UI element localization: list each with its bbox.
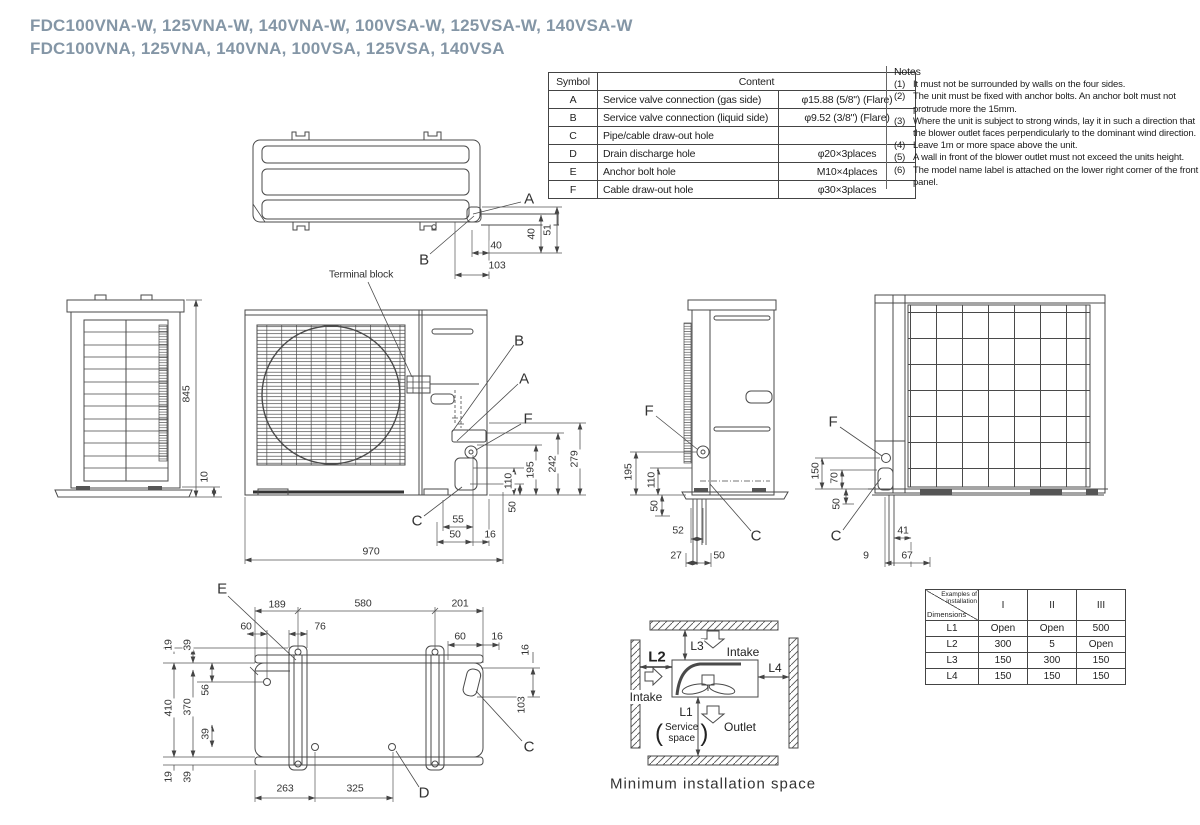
terminal-block-label: Terminal block (328, 268, 394, 281)
model-title-line2: FDC100VNA, 125VNA, 140VNA, 100VSA, 125VSA, 140VSA (30, 39, 505, 58)
dim-top-103: 103 (488, 259, 506, 272)
dim-bottom-103: 103 (515, 696, 528, 714)
ref-label-c-back: C (830, 527, 842, 545)
value-cell: Open (1028, 621, 1077, 637)
note-text: Where the unit is subject to strong winds, lay it in such a direction that the blower outlet faces perpendicularly to the dominant wind direction. (913, 115, 1196, 140)
dim-label-l4: L4 (768, 661, 782, 675)
symbol-cell: D (549, 145, 598, 163)
content-cell: Anchor bolt hole (598, 163, 779, 181)
dim-bottom-580: 580 (354, 597, 372, 610)
note-item (894, 165, 1200, 189)
dim-bottom-76: 76 (314, 620, 326, 633)
dim-bottom-370: 370 (181, 698, 194, 716)
symbol-cell: B (549, 109, 598, 127)
ref-label-a-top: A (524, 190, 534, 208)
value-cell: 300 (1028, 653, 1077, 669)
dim-back-50: 50 (830, 498, 843, 510)
installation-space-table (925, 589, 1126, 685)
bottom-view (163, 596, 540, 802)
value-cell: M10×4places (779, 163, 916, 181)
dim-top-51: 51 (541, 224, 554, 236)
intake-left-label: Intake (629, 690, 663, 704)
table-row (549, 127, 916, 145)
left-side-view (55, 295, 222, 497)
value-cell: φ9.52 (3/8") (Flare) (779, 109, 916, 127)
note-number: (4) (894, 140, 906, 152)
note-item (894, 79, 1200, 91)
note-text: It must not be surrounded by walls on the four sides. (913, 79, 1126, 91)
dim-bottom-56: 56 (199, 684, 212, 696)
dim-bottom-325: 325 (346, 782, 364, 795)
ref-label-c-bottom: C (523, 738, 535, 756)
note-text: A wall in front of the blower outlet must not exceed the units height. (913, 152, 1184, 164)
dim-top-40v: 40 (525, 228, 538, 240)
dim-side-195: 195 (622, 463, 635, 481)
symbol-cell: E (549, 163, 598, 181)
dim-back-67: 67 (901, 549, 913, 562)
ref-label-b-front: B (514, 332, 524, 350)
dim-label-l3: L3 (690, 639, 704, 653)
table-row (926, 637, 1126, 653)
note-item (894, 91, 1200, 115)
note-number: (6) (894, 164, 906, 176)
dim-bottom-189: 189 (268, 598, 286, 611)
table-row (549, 91, 916, 109)
ref-label-f-front: F (523, 410, 533, 428)
ref-label-e-bottom: E (217, 580, 227, 598)
ref-label-b-top: B (419, 251, 429, 269)
ref-label-f-side: F (644, 402, 654, 420)
dim-bottom-60b: 60 (454, 630, 466, 643)
table-row (926, 653, 1126, 669)
ref-label-c-front: C (411, 512, 423, 530)
content-cell: Pipe/cable draw-out hole (598, 127, 779, 145)
dim-side-52: 52 (672, 524, 684, 537)
col-header-3: III (1077, 590, 1126, 621)
dim-side-50: 50 (713, 549, 725, 562)
top-view (253, 132, 562, 279)
dim-left-845: 845 (180, 385, 193, 403)
row-label: L4 (926, 669, 979, 685)
value-cell: 150 (979, 653, 1028, 669)
paren-close: ) (700, 719, 709, 747)
dim-back-150: 150 (809, 462, 822, 480)
value-cell: 5 (1028, 637, 1077, 653)
content-cell: Service valve connection (liquid side) (598, 109, 779, 127)
corner-header-cell (926, 590, 979, 621)
dim-bottom-39b: 39 (199, 728, 212, 740)
value-cell: φ30×3places (779, 181, 916, 199)
note-item (894, 152, 1200, 164)
dim-side-27: 27 (670, 549, 682, 562)
service-space-line2: space (668, 733, 696, 744)
ref-label-d-bottom: D (418, 784, 430, 802)
table-row (926, 669, 1126, 685)
row-label: L1 (926, 621, 979, 637)
paren-open: ( (655, 719, 663, 747)
symbol-header: Symbol (549, 73, 598, 91)
note-text: Leave 1m or more space above the unit. (913, 140, 1078, 152)
value-cell: 500 (1077, 621, 1126, 637)
table-row (549, 145, 916, 163)
col-header-2: II (1028, 590, 1077, 621)
symbol-cell: C (549, 127, 598, 145)
table-row (926, 621, 1126, 637)
note-text: The unit must be fixed with anchor bolts. An anchor bolt must not protrude more the 15mm. (913, 91, 1176, 115)
dim-front-970: 970 (362, 545, 380, 558)
dim-bottom-201: 201 (451, 597, 469, 610)
value-cell: 150 (979, 669, 1028, 685)
model-title-line1: FDC100VNA-W, 125VNA-W, 140VNA-W, 100VSA-W, 125VSA-W, 140VSA-W (30, 16, 633, 35)
table-row (549, 163, 916, 181)
dim-bottom-60a: 60 (240, 620, 252, 633)
dim-bottom-16b: 16 (519, 644, 532, 656)
dim-bottom-39a: 39 (181, 639, 194, 651)
content-cell: Cable draw-out hole (598, 181, 779, 199)
dim-top-40h: 40 (490, 239, 502, 252)
note-number: (2) (894, 91, 906, 103)
table-row (549, 181, 916, 199)
dim-side-50v: 50 (648, 500, 661, 512)
row-label: L3 (926, 653, 979, 669)
note-item (894, 116, 1200, 140)
dim-bottom-19a: 19 (162, 639, 175, 651)
symbol-table (548, 72, 916, 199)
dim-bottom-410: 410 (162, 699, 175, 717)
dim-bottom-16a: 16 (491, 630, 503, 643)
dim-front-55: 55 (452, 513, 464, 526)
symbol-cell: F (549, 181, 598, 199)
note-number: (5) (894, 152, 906, 164)
intake-top-label: Intake (726, 645, 760, 659)
dim-front-242: 242 (546, 455, 559, 473)
dim-left-10: 10 (198, 471, 211, 483)
note-number: (1) (894, 79, 906, 91)
dim-front-110: 110 (502, 472, 515, 490)
outlet-label: Outlet (723, 720, 757, 734)
note-text: The model name label is attached on the lower right corner of the front panel. (913, 164, 1199, 188)
dim-bottom-263: 263 (276, 782, 294, 795)
symbol-cell: A (549, 91, 598, 109)
diagram-caption: Minimum installation space (609, 775, 817, 793)
value-cell: 300 (979, 637, 1028, 653)
col-header-1: I (979, 590, 1028, 621)
note-number: (3) (894, 115, 906, 127)
service-space-label (655, 719, 709, 747)
row-label: L2 (926, 637, 979, 653)
dim-label-l2: L2 (648, 648, 666, 666)
corner-bottom-label: Dimensions (927, 610, 967, 619)
dim-back-9: 9 (863, 549, 869, 562)
dim-back-70: 70 (828, 472, 841, 484)
value-cell: φ20×3places (779, 145, 916, 163)
dim-bottom-39c: 39 (181, 771, 194, 783)
content-cell: Service valve connection (gas side) (598, 91, 779, 109)
content-cell: Drain discharge hole (598, 145, 779, 163)
dim-front-16: 16 (484, 528, 496, 541)
dim-label-l1: L1 (679, 705, 693, 719)
dim-front-50v: 50 (506, 501, 519, 513)
value-cell: φ15.88 (5/8") (Flare) (779, 91, 916, 109)
ref-label-f-back: F (828, 413, 838, 431)
side-view (630, 300, 788, 567)
corner-top-label: Examples of installation (941, 591, 977, 605)
value-cell: Open (1077, 637, 1126, 653)
dim-side-110: 110 (645, 471, 658, 489)
value-cell: Open (979, 621, 1028, 637)
back-view (815, 295, 1108, 567)
note-item (894, 140, 1200, 152)
dim-back-41: 41 (897, 524, 909, 537)
ref-label-a-front: A (519, 370, 529, 388)
value-cell: 150 (1028, 669, 1077, 685)
dim-bottom-19b: 19 (162, 771, 175, 783)
ref-label-c-side: C (750, 527, 762, 545)
notes-block (886, 66, 1200, 189)
dim-front-279: 279 (568, 450, 581, 468)
table-row (549, 109, 916, 127)
value-cell: 150 (1077, 653, 1126, 669)
content-header: Content (598, 73, 916, 91)
value-cell: 150 (1077, 669, 1126, 685)
service-space-line1: Service (665, 722, 699, 733)
dim-front-50: 50 (449, 528, 461, 541)
notes-heading: Notes (894, 66, 921, 78)
dim-front-195: 195 (524, 461, 537, 479)
